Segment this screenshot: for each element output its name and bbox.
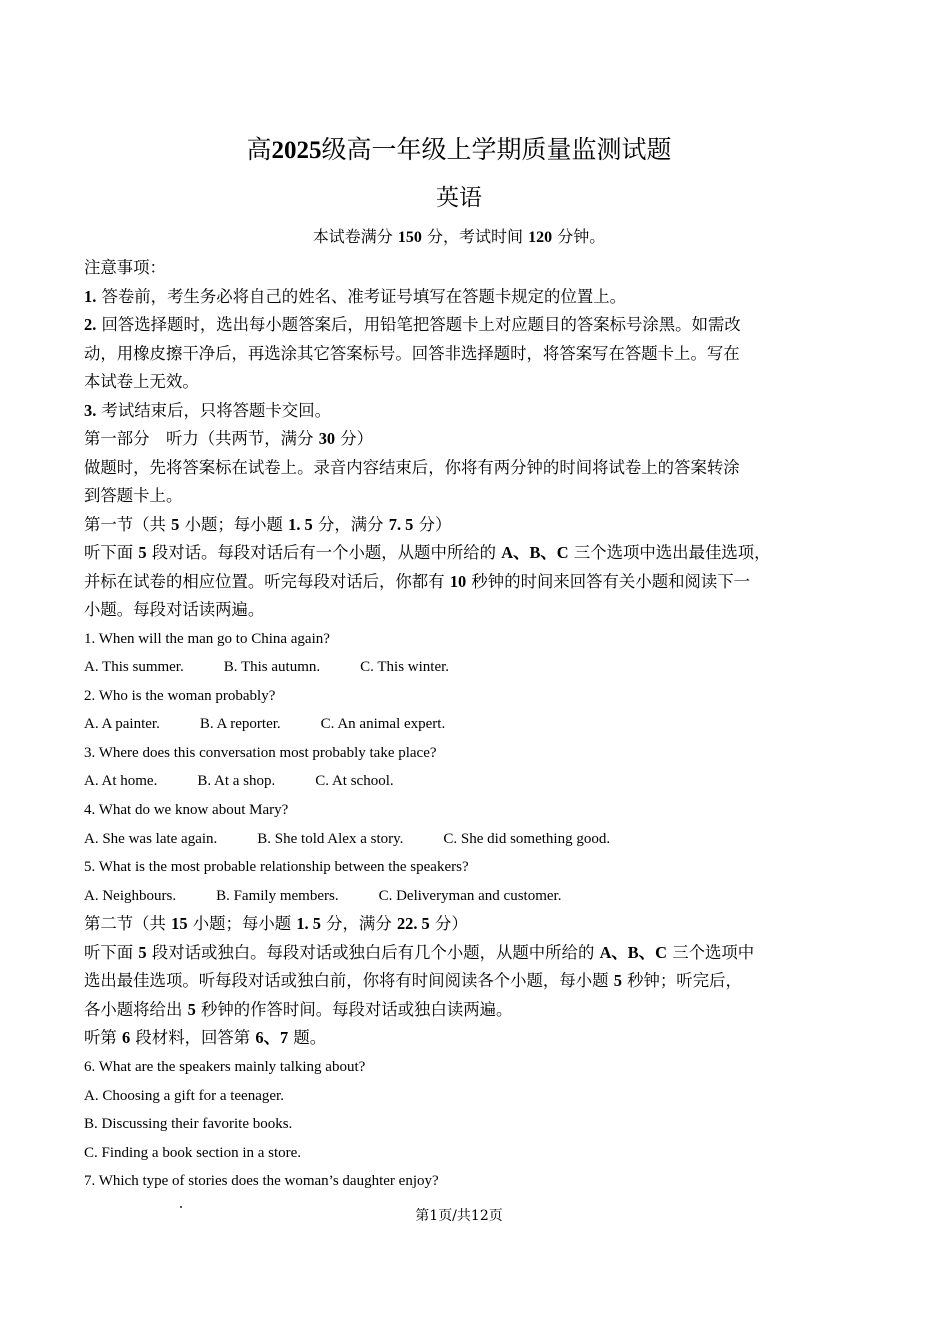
question-1-options [84, 653, 844, 682]
question-4-options [84, 825, 844, 854]
option-c: C. An animal expert. [320, 716, 446, 733]
option-a: A. A painter. [84, 716, 160, 733]
question-5-options [84, 882, 844, 911]
question-6-option-c: C. Finding a book section in a store. [84, 1144, 302, 1161]
section1-instructions-line2: 并标在试卷的相应位置。听完每段对话后，你都有 10 秒钟的时间来回答有关小题和阅读下一 [84, 571, 751, 591]
option-a: A. Neighbours. [84, 887, 177, 904]
subject-title: 英语 [436, 185, 482, 211]
question-3-options [84, 767, 844, 796]
part1-instructions-line1: 做题时，先将答案标在试卷上。录音内容结束后，你将有两分钟的时间将试卷上的答案转涂 [84, 457, 740, 477]
option-a: A. This summer. [84, 659, 184, 676]
section1-instructions-line3: 小题。每段对话读两遍。 [84, 600, 265, 619]
option-b: B. Family members. [216, 887, 339, 904]
score-info: 本试卷满分 150 分，考试时间 120 分钟。 [312, 227, 606, 246]
question-6: 6. What are the speakers mainly talking about? [84, 1058, 366, 1075]
option-b: B. She told Alex a story. [257, 830, 404, 847]
question-5: 5. What is the most probable relationship between the speakers? [84, 859, 469, 876]
question-2: 2. Who is the woman probably? [84, 687, 276, 704]
section2-instructions-line3: 各小题将给出 5 秒钟的作答时间。每段对话或独白读两遍。 [84, 999, 513, 1019]
part1-heading: 第一部分 听力（共两节，满分 30 分） [84, 429, 374, 448]
option-b: B. A reporter. [199, 716, 281, 733]
option-b: B. At a shop. [197, 773, 276, 790]
notice-item-2-line2: 动，用橡皮擦干净后，再选涂其它答案标号。回答非选择题时，将答案写在答题卡上。写在 [84, 343, 740, 363]
notice-heading: 注意事项： [84, 258, 166, 277]
section1-instructions-line1: 听下面 5 段对话。每段对话后有一个小题，从题中所给的 A、B、C 三个选项中选出最佳选项， [84, 543, 771, 562]
notice-item-2-line3: 本试卷上无效。 [84, 372, 199, 391]
material-6-heading: 听第 6 段材料，回答第 6、7 题。 [84, 1028, 327, 1048]
exam-title: 高2025级高一年级上学期质量监测试题 [246, 135, 672, 164]
question-3: 3. Where does this conversation most probably take place? [84, 744, 437, 761]
question-1: 1. When will the man go to China again? [84, 630, 330, 647]
option-c: C. This winter. [360, 659, 450, 676]
page-footer: 第1页/共12页 [415, 1208, 503, 1224]
section2-instructions-line1: 听下面 5 段对话或独白。每段对话或独白后有几个小题，从题中所给的 A、B、C 三个选项中 [84, 942, 755, 962]
exam-content [84, 254, 844, 1196]
section2-heading: 第二节（共 15 小题；每小题 1. 5 分，满分 22. 5 分） [84, 914, 468, 934]
option-a: A. At home. [84, 773, 158, 790]
question-6-option-b: B. Discussing their favorite books. [84, 1116, 293, 1133]
question-4: 4. What do we know about Mary? [84, 802, 289, 819]
option-c: C. Deliveryman and customer. [378, 887, 562, 904]
option-a: A. She was late again. [84, 830, 218, 847]
question-7: 7. Which type of stories does the woman’s daughter enjoy? [84, 1173, 439, 1190]
notice-item-2: 2. 回答选择题时，选出每小题答案后，用铅笔把答题卡上对应题目的答案标号涂黑。如需改 [84, 315, 741, 334]
section1-heading: 第一节（共 5 小题；每小题 1. 5 分，满分 7. 5 分） [84, 514, 452, 534]
option-c: C. At school. [315, 773, 394, 790]
notice-item-1: 1. 答卷前，考生务必将自己的姓名、准考证号填写在答题卡规定的位置上。 [84, 286, 627, 306]
option-b: B. This autumn. [223, 659, 321, 676]
question-6-option-a: A. Choosing a gift for a teenager. [84, 1087, 284, 1104]
question-2-options [84, 710, 844, 739]
option-c: C. She did something good. [443, 830, 611, 847]
notice-item-3: 3. 考试结束后，只将答题卡交回。 [84, 400, 331, 420]
section2-instructions-line2: 选出最佳选项。听每段对话或独白前，你将有时间阅读各个小题，每小题 5 秒钟；听完后， [84, 971, 742, 991]
part1-instructions-line2: 到答题卡上。 [84, 486, 183, 505]
